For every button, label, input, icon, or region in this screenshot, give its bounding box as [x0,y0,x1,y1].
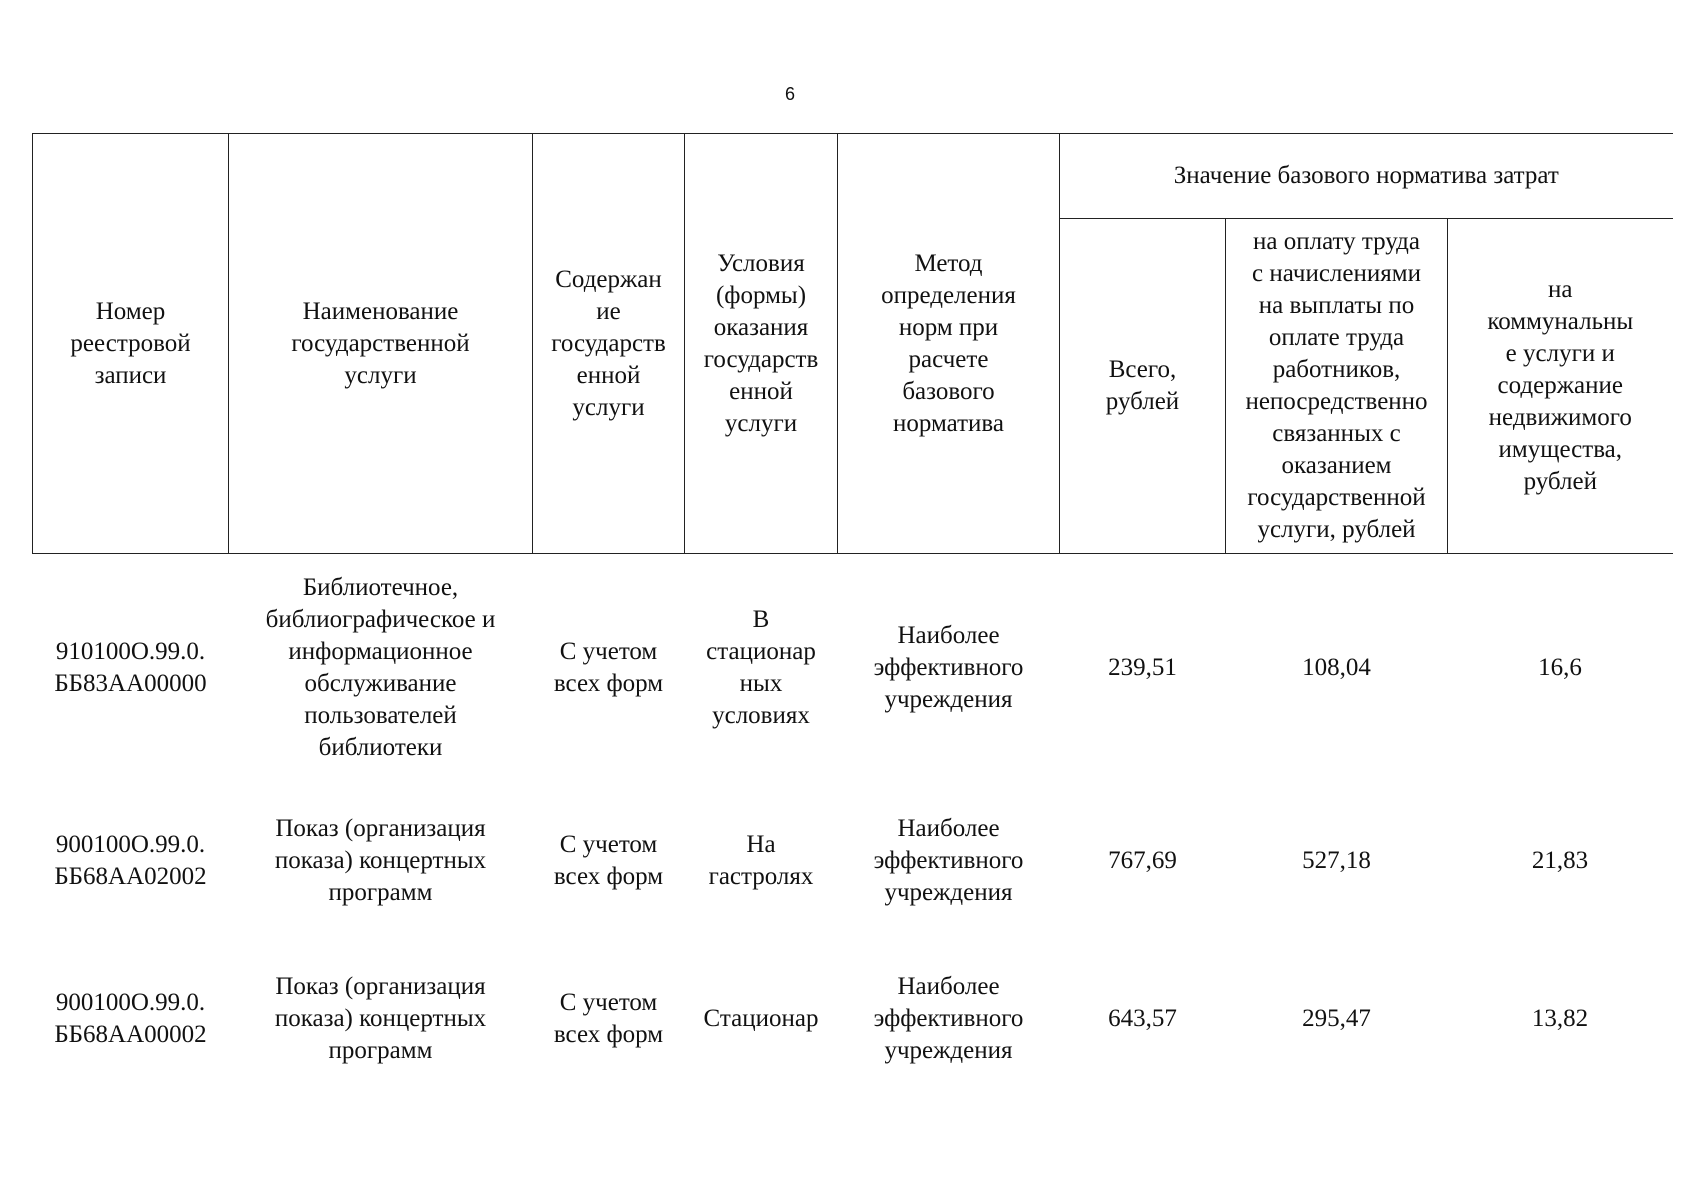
cell-utilities: 13,82 [1531,1005,1589,1032]
page-number: 6 [784,84,795,104]
table-header [33,134,1673,554]
header-service-name: Наименование государственной услуги [229,134,533,554]
header-service-content: Содержан ие государств енной услуги [533,134,685,554]
cell-labor: 527,18 [1302,847,1371,874]
header-registry-number: Номер реестровой записи [33,134,229,554]
cell-service-content: С учетом всех форм [553,989,664,1048]
header-row-group [33,134,1673,219]
cell-total: 643,57 [1108,1005,1177,1032]
header-service-conditions: Условия (формы) оказания государств енной услуги [685,134,838,554]
cell-total: 767,69 [1108,847,1177,874]
cell-utilities: 21,83 [1531,847,1589,874]
table-body [33,554,1673,1099]
table-row [33,782,1673,940]
table-row [33,940,1673,1098]
cell-service-name: Показ (организация показа) концертных программ [274,815,487,906]
cell-registry-number: 910100О.99.0. ББ83АА00000 [54,638,207,697]
cost-norm-table [32,133,1673,1098]
cell-labor: 295,47 [1302,1005,1371,1032]
cell-service-content: С учетом всех форм [553,831,664,890]
cell-registry-number: 900100О.99.0. ББ68АА00002 [54,989,207,1048]
cell-service-content: С учетом всех форм [553,638,664,697]
cell-labor: 108,04 [1302,654,1371,681]
cell-service-name: Показ (организация показа) концертных программ [274,973,487,1064]
table-row [33,554,1673,783]
header-total: Всего, рублей [1060,219,1226,554]
cell-method: Наиболее эффективного учреждения [873,622,1024,713]
cell-service-name: Библиотечное, библиографическое и информационное обслуживание пользователей библиотеки [265,574,496,761]
header-utilities: на коммунальны е услуги и содержание недвижимого имущества, рублей [1448,219,1673,554]
cell-total: 239,51 [1108,654,1177,681]
header-cost-group: Значение базового норматива затрат [1060,134,1673,219]
cell-service-conditions: В стационар ных условиях [706,606,816,729]
cell-service-conditions: Стационар [703,1005,819,1032]
cell-registry-number: 900100О.99.0. ББ68АА02002 [54,831,207,890]
header-method: Метод определения норм при расчете базового норматива [838,134,1060,554]
cell-utilities: 16,6 [1538,654,1582,681]
cell-method: Наиболее эффективного учреждения [873,815,1024,906]
cell-method: Наиболее эффективного учреждения [873,973,1024,1064]
header-labor: на оплату труда с начислениями на выплаты по оплате труда работников, непосредственно связанных с оказанием государственной услуги, рублей [1226,219,1448,554]
cell-service-conditions: На гастролях [708,831,814,890]
